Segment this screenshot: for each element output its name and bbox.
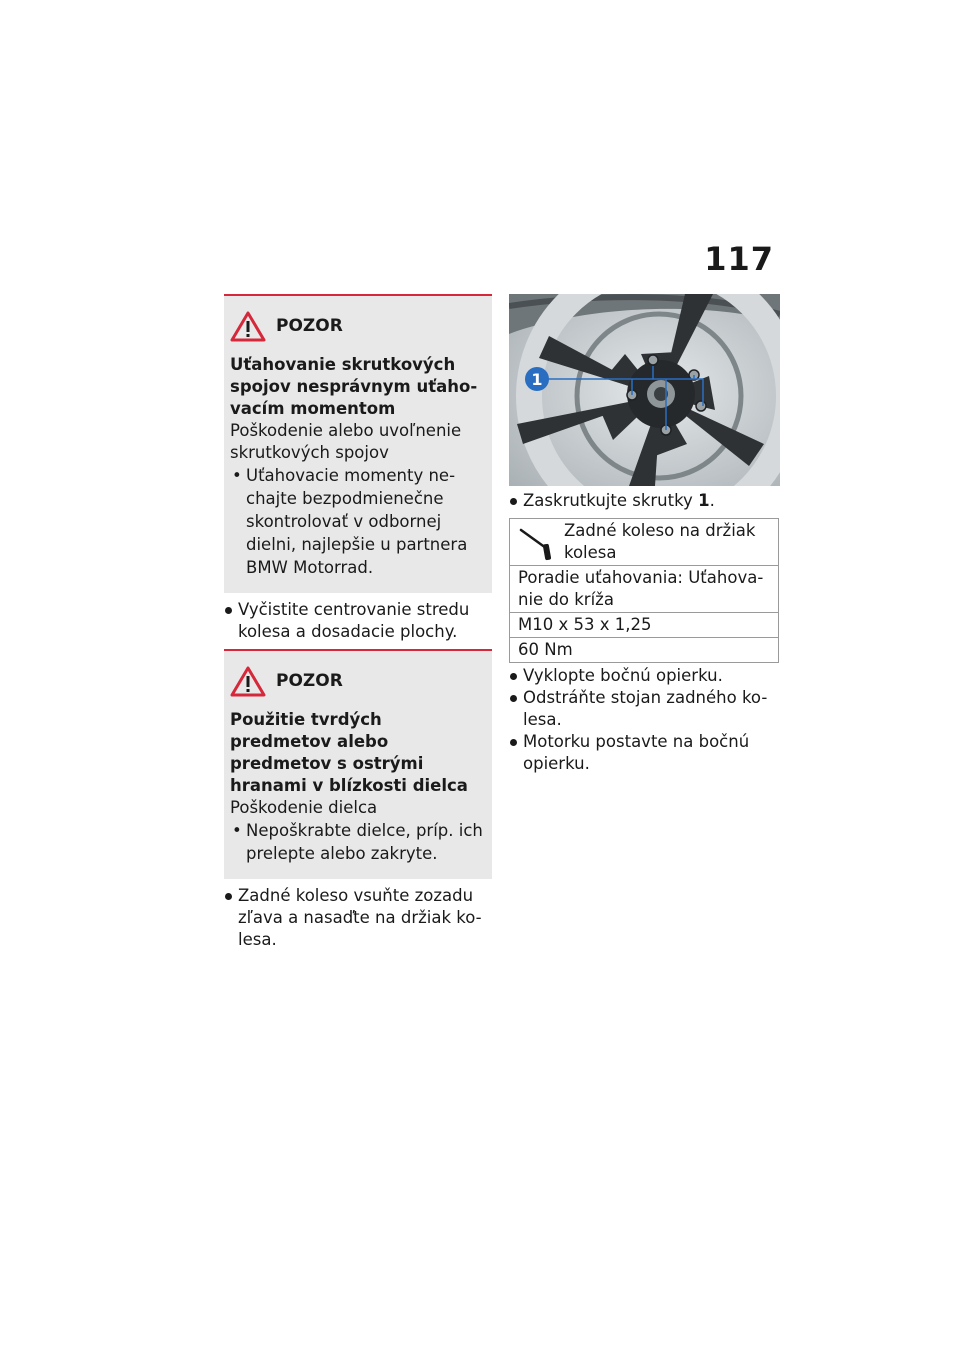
- spec-title: Zadné koleso na držiak kolesa: [564, 521, 756, 562]
- spec-cell: Poradie uťahovania: Uťahova-nie do kríža: [510, 566, 779, 613]
- step-list-2: [224, 885, 492, 951]
- step-clean: Vyčistite centrovanie stredu kolesa a dosadacie plochy.: [224, 599, 492, 643]
- step-text: Zaskrutkujte skrutky: [523, 491, 699, 510]
- step-list-1: [224, 599, 492, 643]
- step-tighten-screws: [509, 490, 780, 512]
- wheel-hub-illustration: [509, 294, 780, 486]
- screw-ref: 1: [698, 491, 710, 510]
- spec-row: [510, 638, 779, 663]
- step-park-sidestand: Motorku postavte na bočnú opierku.: [509, 731, 780, 775]
- callout-label: 1: [531, 370, 543, 389]
- spec-cell: 60 Nm: [510, 638, 779, 663]
- warning-bullet: • Nepoškrabte dielce, príp. ich prelepte alebo zakryte.: [230, 819, 484, 865]
- warning-effect: Poškodenie alebo uvoľnenie skrutkových spojov: [230, 421, 462, 462]
- step-remove-stand: Odstráňte stojan zadného ko-lesa.: [509, 687, 780, 731]
- warning-triangle-icon: [230, 665, 266, 697]
- warning-header: [230, 310, 484, 342]
- warning-box-2: [224, 649, 492, 879]
- spec-cell: M10 x 53 x 1,25: [510, 613, 779, 638]
- warning-bullet: • Uťahovacie momenty ne-chajte bezpodmienečne skontrolovať v odbornej dielni, najlepšie u partnera BMW Motorrad.: [230, 464, 484, 579]
- warning-subject: Uťahovanie skrutkových spojov nesprávnym uťaho-vacím momentom: [230, 355, 478, 418]
- warning-box-1: [224, 294, 492, 593]
- warning-title: POZOR: [276, 671, 343, 691]
- step-list-4: [509, 665, 780, 775]
- warning-subject: Použitie tvrdých predmetov alebo predmetov s ostrými hranami v blízkosti dielca: [230, 710, 468, 795]
- warning-effect: Poškodenie dielca: [230, 798, 378, 817]
- warning-bullets: [230, 464, 484, 579]
- warning-title: POZOR: [276, 316, 343, 336]
- spec-row: [510, 566, 779, 613]
- step-list-3: [509, 490, 780, 512]
- spec-row: [510, 613, 779, 638]
- spec-header-row: [510, 519, 779, 566]
- wheel-hub-photo: [509, 294, 780, 486]
- warning-header: [230, 665, 484, 697]
- step-fold-sidestand: Vyklopte bočnú opierku.: [509, 665, 780, 687]
- step-text-end: .: [709, 491, 715, 510]
- left-column: [224, 294, 492, 957]
- right-column: [509, 294, 780, 781]
- warning-triangle-icon: [230, 310, 266, 342]
- step-insert-wheel: Zadné koleso vsuňte zozadu zľava a nasaďte na držiak ko-lesa.: [224, 885, 492, 951]
- torque-wrench-icon: [518, 522, 556, 562]
- torque-spec-table: [509, 518, 779, 663]
- warning-bullets: [230, 819, 484, 865]
- spec-header-cell: [510, 519, 779, 566]
- page-number: 117: [704, 240, 774, 278]
